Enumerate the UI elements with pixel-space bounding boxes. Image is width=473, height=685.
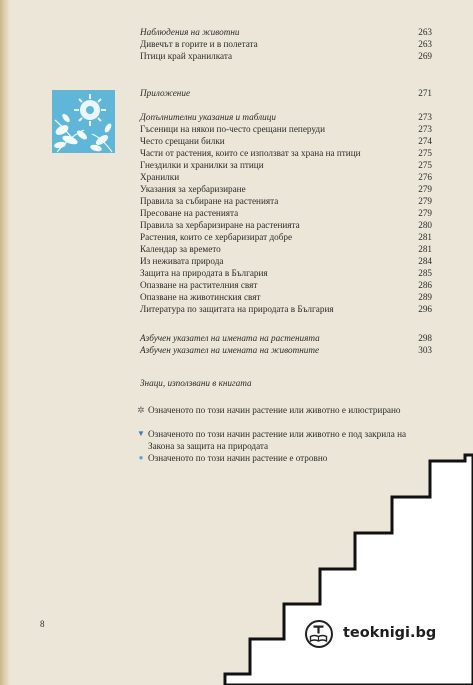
toc-page: 276 [418, 172, 432, 182]
toc-title: Правила за събиране на растенията [140, 196, 279, 206]
legend-text: Означеното по този начин растение или животно е под закрила на Закона за защита на природата [148, 429, 407, 451]
toc-title: Защита на природата в България [140, 268, 268, 278]
toc-page: 298 [418, 333, 432, 343]
book-logo-icon [305, 620, 333, 648]
toc-page: 263 [418, 27, 432, 37]
toc-title: Допълнителни указания и таблици [140, 112, 276, 122]
toc-page: 279 [418, 184, 432, 194]
toc-page: 279 [418, 196, 432, 206]
toc-page: 263 [418, 39, 432, 49]
toc-page: 303 [418, 345, 432, 355]
legend-text: Означеното по този начин растение е отровно [148, 453, 328, 463]
toc-page: 275 [418, 160, 432, 170]
toc-page: 281 [418, 244, 432, 254]
toc-title: Хранилки [140, 172, 180, 182]
toc-title: Често срещани билки [140, 136, 225, 146]
toc-page: 275 [418, 148, 432, 158]
toc-page: 273 [418, 124, 432, 134]
toc-page: 269 [418, 51, 432, 61]
asterisk-icon: ✲ [137, 405, 145, 415]
toc-title: Гнездилки и хранилки за птици [140, 160, 264, 170]
legend-title: Знаци, използвани в книгата [140, 378, 252, 388]
dot-icon: ● [138, 453, 144, 462]
legend-text: Означеното по този начин растение или животно е илюстрирано [148, 405, 401, 415]
toc-title: Пресоване на растенията [140, 208, 239, 218]
watermark-brand: teoknigi.bg [343, 625, 437, 641]
page-number: 8 [40, 619, 45, 629]
toc-page: 285 [418, 268, 432, 278]
toc-page: 279 [418, 208, 432, 218]
toc-title: Правила за хербаризиране на растенията [140, 220, 300, 230]
toc-title: Гъсеници на някои по-често срещани пеперуди [140, 124, 325, 134]
toc-page: 280 [418, 220, 432, 230]
toc-title: Дивечът в горите и в полетата [140, 39, 258, 49]
toc-title: Азбучен указател на имената на животните [140, 345, 320, 355]
toc-title: Приложение [140, 88, 191, 98]
toc-title: Из неживата природа [140, 256, 224, 266]
toc-page: 289 [418, 292, 432, 302]
toc-page: 281 [418, 232, 432, 242]
toc-title: Птици край хранилката [140, 51, 233, 61]
toc-page: 284 [418, 256, 432, 266]
toc-title: Опазване на животинския свят [140, 292, 261, 302]
toc-page: 273 [418, 112, 432, 122]
toc-title: Литература по защитата на природата в България [140, 304, 334, 314]
toc-page: 271 [418, 88, 432, 98]
toc-page: 296 [418, 304, 432, 314]
watermark-logo [295, 611, 435, 659]
toc-title: Части от растения, които се използват за храна на птици [140, 148, 361, 158]
toc-page: 274 [418, 136, 432, 146]
triangle-down-icon: ▼ [137, 429, 145, 438]
toc-title: Растения, които се хербаризират добре [140, 232, 293, 242]
toc-title: Опазване на растителния свят [140, 280, 258, 290]
toc-title: Календар за времето [140, 244, 221, 254]
toc-title: Указания за хербаризиране [140, 184, 246, 194]
toc-title: Азбучен указател на имената на растенията [140, 333, 320, 343]
toc-title: Наблюдения на животни [140, 27, 240, 37]
toc-page: 286 [418, 280, 432, 290]
